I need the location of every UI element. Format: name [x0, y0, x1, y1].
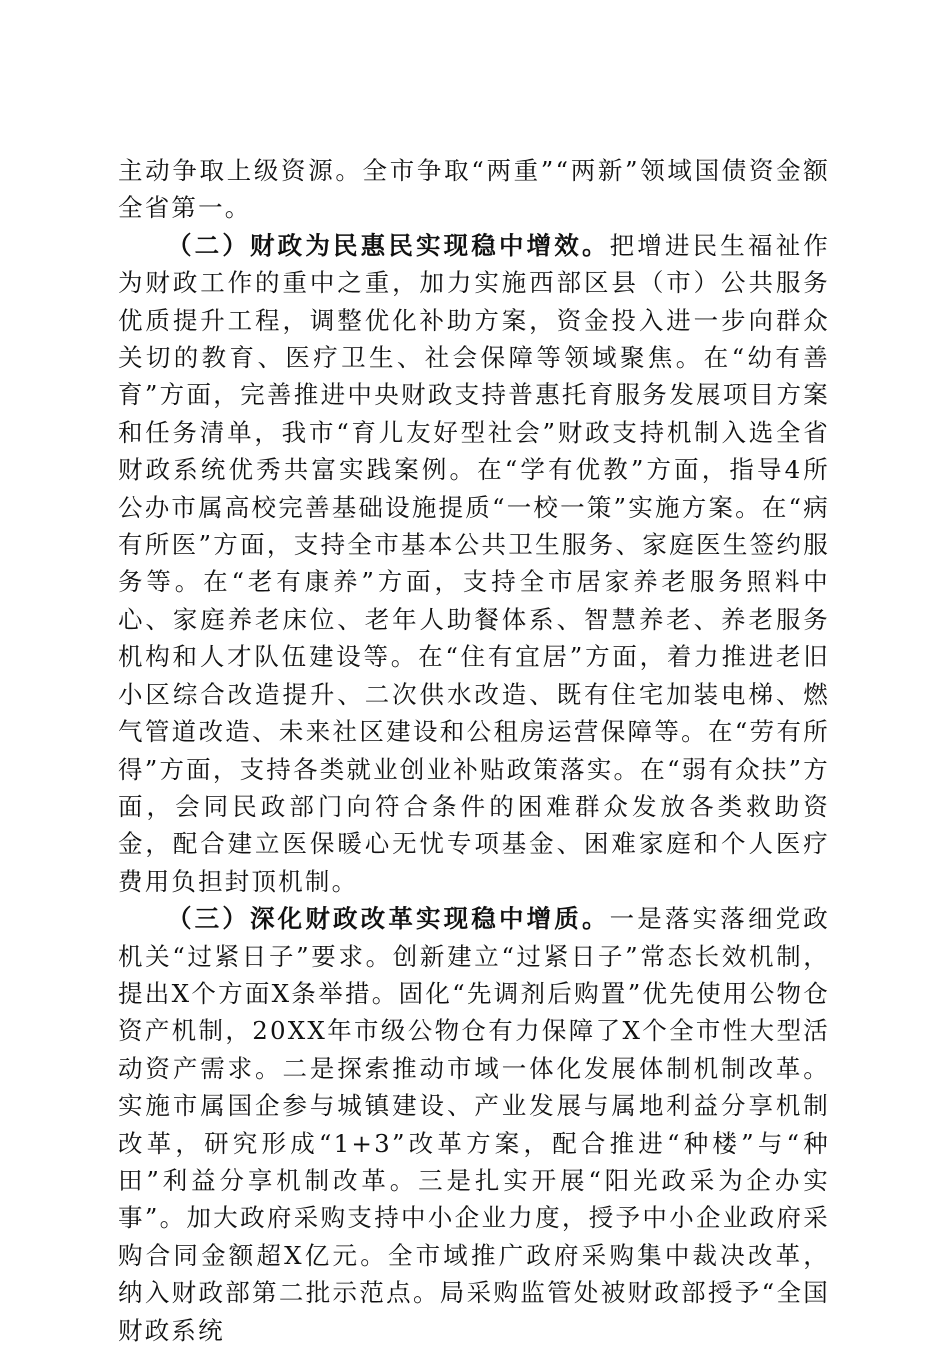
- section-heading: （二）财政为民惠民实现稳中增效。: [167, 230, 610, 260]
- paragraph-section-two: [118, 227, 830, 900]
- paragraph-section-three: [118, 900, 830, 1349]
- paragraph-continuation: [118, 152, 830, 227]
- paragraph-text: 把增进民生福祉作为财政工作的重中之重，加力实施西部区县（市）公共服务优质提升工程，调整优化补助方案，资金投入进一步向群众关切的教育、医疗卫生、社会保障等领域聚焦。在“幼有善育”方面，完善推进中央财政支持普惠托育服务发展项目方案和任务清单，我市“育儿友好型社会”财政支持机制入选全省财政系统优秀共富实践案例。在“学有优教”方面，指导4所公办市属高校完善基础设施提质“一校一策”实施方案。在“病有所医”方面，支持全市基本公共卫生服务、家庭医生签约服务等。在“老有康养”方面，支持全市居家养老服务照料中心、家庭养老床位、老年人助餐体系、智慧养老、养老服务机构和人才队伍建设等。在“住有宜居”方面，着力推进老旧小区综合改造提升、二次供水改造、既有住宅加装电梯、燃气管道改造、未来社区建设和公租房运营保障等。在“劳有所得”方面，支持各类就业创业补贴政策落实。在“弱有众扶”方面，会同民政部门向符合条件的困难群众发放各类救助资金，配合建立医保暖心无忧专项基金、困难家庭和个人医疗费用负担封顶机制。: [118, 230, 830, 896]
- section-heading: （三）深化财政改革实现稳中增质。: [167, 904, 610, 934]
- paragraph-text: 一是落实落细党政机关“过紧日子”要求。创新建立“过紧日子”常态长效机制，提出X个方面X条举措。固化“先调剂后购置”优先使用公物仓资产机制，20XX年市级公物仓有力保障了X个全市性大型活动资产需求。二是探索推动市域一体化发展体制机制改革。实施市属国企参与城镇建设、产业发展与属地利益分享机制改革，研究形成“1+3”改革方案，配合推进“种楼”与“种田”利益分享机制改革。三是扎实开展“阳光政采为企办实事”。加大政府采购支持中小企业力度，授予中小企业政府采购合同金额超X亿元。全市域推广政府采购集中裁决改革，纳入财政部第二批示范点。局采购监管处被财政部授予“全国财政系统: [118, 904, 830, 1345]
- paragraph-text: 主动争取上级资源。全市争取“两重”“两新”领域国债资金额全省第一。: [118, 156, 830, 223]
- document-body: [118, 152, 830, 1349]
